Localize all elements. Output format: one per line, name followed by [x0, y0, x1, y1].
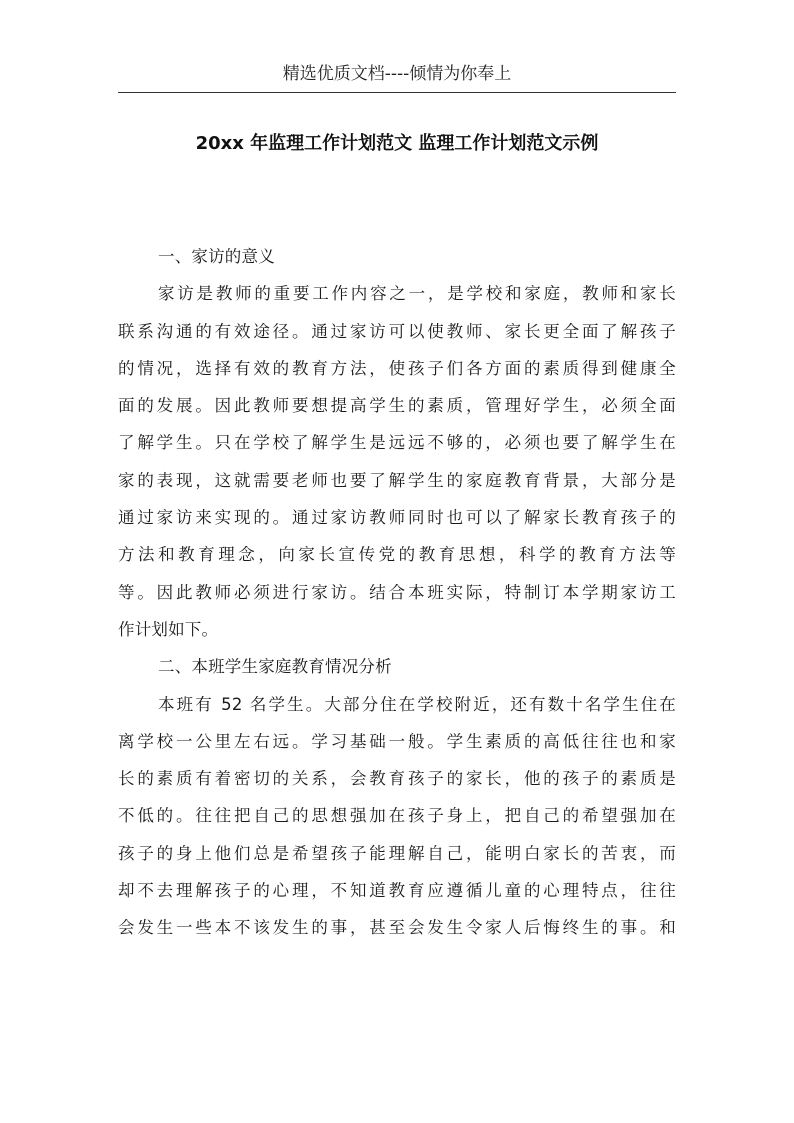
body-line: 孩子的身上他们总是希望孩子能理解自己，能明白家长的苦衷，而: [118, 843, 676, 863]
document-body: [118, 238, 676, 947]
body-line: 方法和教育理念，向家长宣传党的教育思想，科学的教育方法等: [118, 545, 676, 565]
body-line: 二、本班学生家庭教育情况分析: [158, 657, 392, 677]
page-header: 精选优质文档----倾情为你奉上: [282, 64, 512, 84]
body-line: 联系沟通的有效途径。通过家访可以使教师、家长更全面了解孩子: [118, 321, 676, 341]
body-line: 却不去理解孩子的心理，不知道教育应遵循儿童的心理特点，往往: [118, 881, 676, 901]
body-line: 的情况，选择有效的教育方法，使孩子们各方面的素质得到健康全: [118, 358, 676, 378]
body-line: 离学校一公里左右远。学习基础一般。学生素质的高低往往也和家: [118, 731, 676, 751]
body-line: 等。因此教师必须进行家访。结合本班实际，特制订本学期家访工: [118, 582, 676, 602]
header-divider: [118, 92, 676, 93]
body-line: 不低的。往往把自己的思想强加在孩子身上，把自己的希望强加在: [118, 806, 676, 826]
body-line: 面的发展。因此教师要想提高学生的素质，管理好学生，必须全面: [118, 396, 676, 416]
body-line: 一、家访的意义: [158, 247, 275, 266]
body-line: 家访是教师的重要工作内容之一，是学校和家庭，教师和家长: [158, 284, 676, 304]
body-line: 家的表现，这就需要老师也要了解学生的家庭教育背景，大部分是: [118, 470, 676, 490]
body-line: 作计划如下。: [118, 619, 219, 639]
body-line: 通过家访来实现的。通过家访教师同时也可以了解家长教育孩子的: [118, 508, 676, 528]
body-line: 会发生一些本不该发生的事，甚至会发生令家人后悔终生的事。和: [118, 918, 676, 938]
body-line: 本班有 52 名学生。大部分住在学校附近，还有数十名学生住在: [158, 694, 676, 714]
document-title: 20xx 年监理工作计划范文 监理工作计划范文示例: [195, 133, 599, 154]
body-line: 长的素质有着密切的关系，会教育孩子的家长，他的孩子的素质是: [118, 769, 676, 789]
body-line: 了解学生。只在学校了解学生是远远不够的，必须也要了解学生在: [118, 433, 676, 453]
